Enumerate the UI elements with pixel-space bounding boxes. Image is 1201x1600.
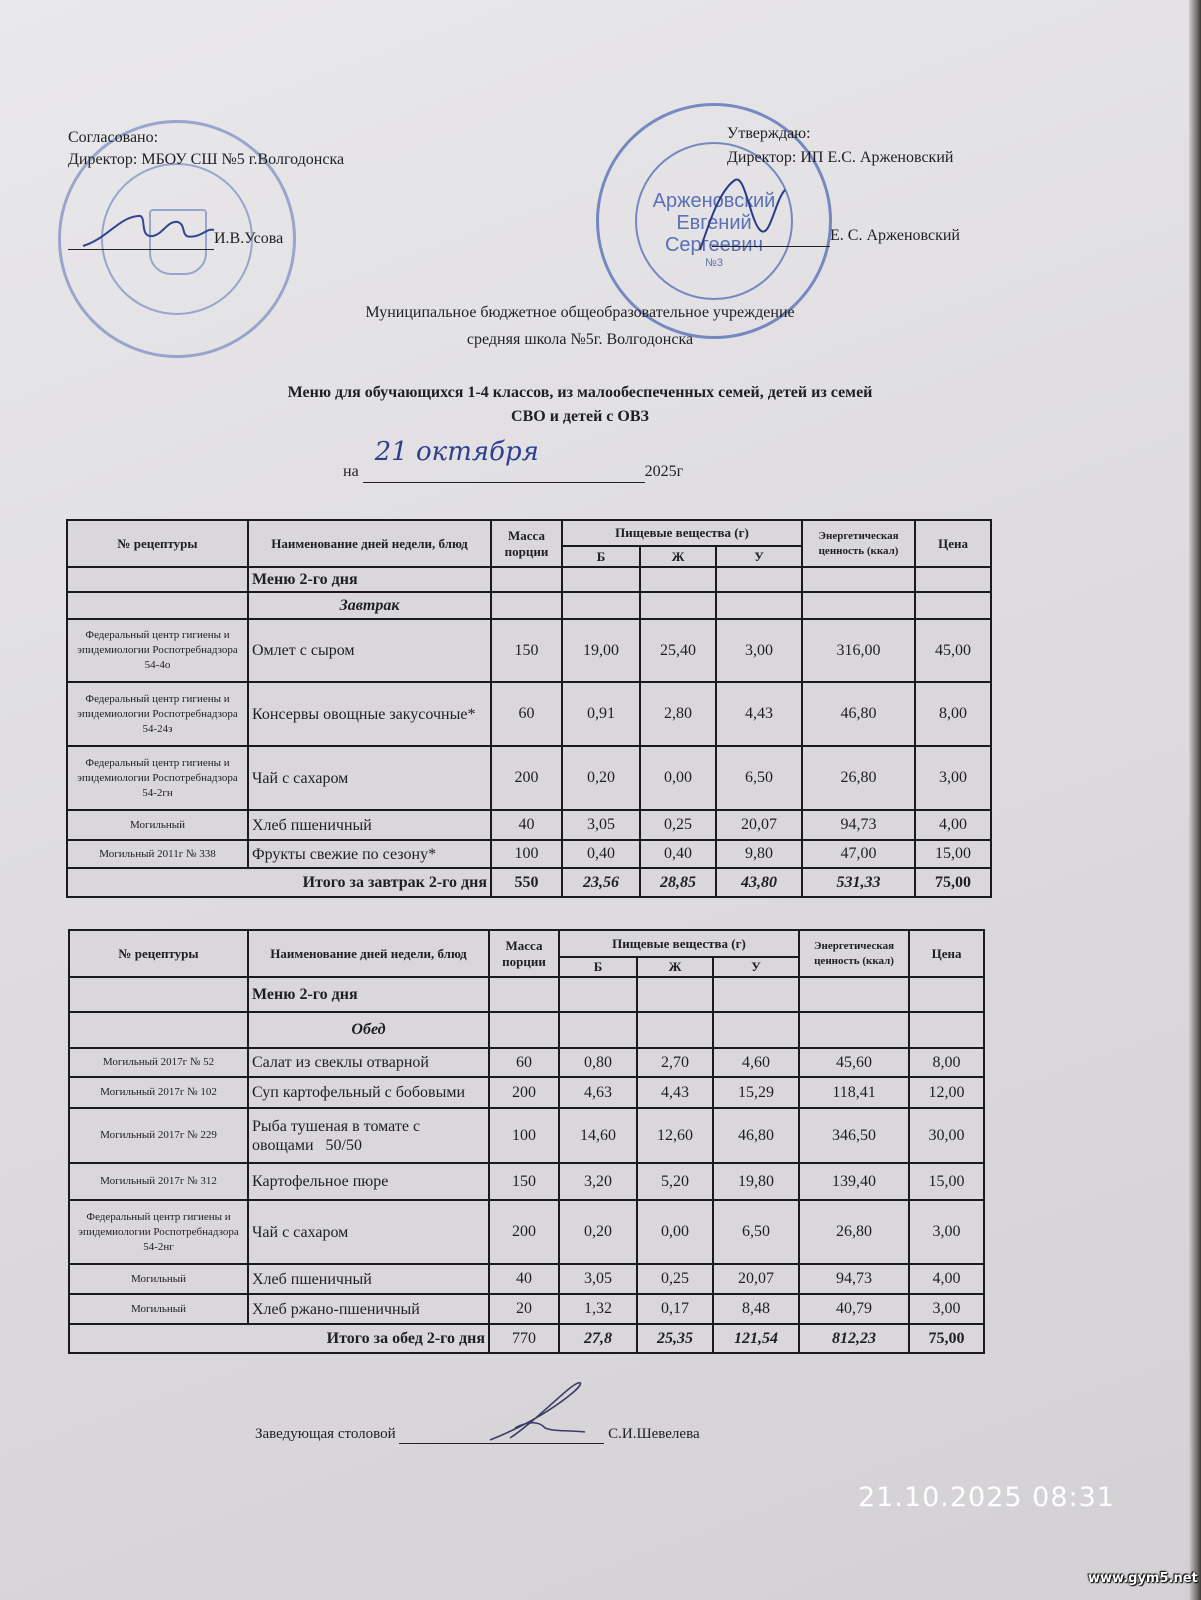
total-carbs: 43,80 xyxy=(716,868,802,897)
site-watermark: www.gym5.net xyxy=(1088,1571,1198,1586)
portion-cell: 100 xyxy=(489,1108,559,1163)
dish-cell: Суп картофельный с бобовыми xyxy=(248,1077,489,1108)
dish-cell: Картофельное пюре xyxy=(248,1163,489,1200)
total-energy: 531,33 xyxy=(802,868,915,897)
footer-name: С.И.Шевелева xyxy=(608,1426,700,1442)
portion-cell: 200 xyxy=(489,1200,559,1264)
table-row xyxy=(67,619,991,682)
price-cell: 3,00 xyxy=(915,746,991,810)
total-portion: 770 xyxy=(489,1324,559,1353)
total-price: 75,00 xyxy=(909,1324,984,1353)
col-header-price: Цена xyxy=(915,520,991,567)
date-handwritten: 21 октября xyxy=(374,437,539,467)
approver-signature xyxy=(690,160,800,260)
fat-cell: 0,40 xyxy=(640,840,716,868)
agreed-name: И.В.Усова xyxy=(214,230,284,247)
energy-cell: 94,73 xyxy=(802,810,915,840)
total-label: Итого за завтрак 2-го дня xyxy=(67,868,491,897)
meal-row xyxy=(67,592,991,619)
energy-cell: 46,80 xyxy=(802,682,915,746)
stamp-line: №3 xyxy=(705,257,723,269)
table-row xyxy=(67,746,991,810)
date-suffix: 2025г xyxy=(644,463,684,480)
fat-cell: 4,43 xyxy=(637,1077,713,1108)
portion-cell: 150 xyxy=(491,619,562,682)
recipe-cell: Могильный xyxy=(67,810,248,840)
portion-cell: 200 xyxy=(491,746,562,810)
canteen-manager-signature xyxy=(485,1380,595,1445)
col-header-portion: Масса порции xyxy=(491,520,562,567)
footer-signature-line xyxy=(255,1426,700,1444)
energy-cell: 139,40 xyxy=(799,1163,909,1200)
total-price: 75,00 xyxy=(915,868,991,897)
carbs-cell: 4,43 xyxy=(716,682,802,746)
col-header-protein: Б xyxy=(562,546,640,567)
recipe-cell: Могильный xyxy=(69,1264,248,1294)
energy-cell: 26,80 xyxy=(799,1200,909,1264)
portion-cell: 40 xyxy=(489,1264,559,1294)
recipe-cell: Федеральный центр гигиены и эпидемиологии Роспотребнадзора 54-4о xyxy=(67,619,248,682)
stamp-line: Арженовский xyxy=(652,190,776,212)
dish-cell: Консервы овощные закусочные* xyxy=(248,682,491,746)
table-row xyxy=(69,1048,984,1077)
director-signature xyxy=(78,208,218,252)
day-label: Меню 2-го дня xyxy=(248,977,489,1012)
energy-cell: 40,79 xyxy=(799,1294,909,1324)
fat-cell: 0,00 xyxy=(637,1200,713,1264)
price-cell: 8,00 xyxy=(909,1048,984,1077)
fat-cell: 25,40 xyxy=(640,619,716,682)
table-row xyxy=(69,1200,984,1264)
recipe-cell: Могильный 2017г № 229 xyxy=(69,1108,248,1163)
portion-cell: 60 xyxy=(489,1048,559,1077)
table-row xyxy=(69,1163,984,1200)
dish-cell: Хлеб ржано-пшеничный xyxy=(248,1294,489,1324)
price-cell: 3,00 xyxy=(909,1200,984,1264)
carbs-cell: 8,48 xyxy=(713,1294,799,1324)
table-row xyxy=(69,1294,984,1324)
protein-cell: 4,63 xyxy=(559,1077,637,1108)
dish-cell: Чай с сахаром xyxy=(248,746,491,810)
recipe-cell: Могильный 2017г № 102 xyxy=(69,1077,248,1108)
energy-cell: 118,41 xyxy=(799,1077,909,1108)
col-header-carbs: У xyxy=(713,957,799,977)
recipe-cell: Могильный xyxy=(69,1294,248,1324)
price-cell: 15,00 xyxy=(915,840,991,868)
price-cell: 30,00 xyxy=(909,1108,984,1163)
energy-cell: 47,00 xyxy=(802,840,915,868)
approve-name: Е. С. Арженовский xyxy=(830,227,960,244)
meal-label: Завтрак xyxy=(248,592,491,619)
col-header-protein: Б xyxy=(559,957,637,977)
total-fat: 28,85 xyxy=(640,868,716,897)
recipe-cell: Федеральный центр гигиены и эпидемиологии Роспотребнадзора 54-24з xyxy=(67,682,248,746)
carbs-cell: 4,60 xyxy=(713,1048,799,1077)
protein-cell: 0,40 xyxy=(562,840,640,868)
col-header-price: Цена xyxy=(909,930,984,977)
protein-cell: 1,32 xyxy=(559,1294,637,1324)
col-header-nutrients: Пищевые вещества (г) xyxy=(559,930,799,957)
carbs-cell: 20,07 xyxy=(716,810,802,840)
menu-title-line1: Меню для обучающихся 1-4 классов, из малообеспеченных семей, детей из семей xyxy=(287,384,873,401)
date-line xyxy=(343,437,684,483)
energy-cell: 346,50 xyxy=(799,1108,909,1163)
carbs-cell: 6,50 xyxy=(716,746,802,810)
fat-cell: 12,60 xyxy=(637,1108,713,1163)
protein-cell: 3,20 xyxy=(559,1163,637,1200)
portion-cell: 40 xyxy=(491,810,562,840)
protein-cell: 0,80 xyxy=(559,1048,637,1077)
meal-label: Обед xyxy=(248,1012,489,1048)
day-row xyxy=(69,977,984,1012)
energy-cell: 26,80 xyxy=(802,746,915,810)
carbs-cell: 19,80 xyxy=(713,1163,799,1200)
agreed-by: Директор: МБОУ СШ №5 г.Волгодонска xyxy=(68,151,345,168)
col-header-portion: Масса порции xyxy=(489,930,559,977)
col-header-energy: Энергетическая ценность (ккал) xyxy=(802,520,915,567)
col-header-dish: Наименование дней недели, блюд xyxy=(248,520,491,567)
portion-cell: 20 xyxy=(489,1294,559,1324)
recipe-cell: Федеральный центр гигиены и эпидемиологии Роспотребнадзора 54-2нг xyxy=(69,1200,248,1264)
total-row xyxy=(67,868,991,897)
total-energy: 812,23 xyxy=(799,1324,909,1353)
price-cell: 8,00 xyxy=(915,682,991,746)
dish-cell: Хлеб пшеничный xyxy=(248,1264,489,1294)
lunch-table xyxy=(68,929,985,1354)
protein-cell: 0,20 xyxy=(562,746,640,810)
col-header-fat: Ж xyxy=(640,546,716,567)
carbs-cell: 20,07 xyxy=(713,1264,799,1294)
dish-cell: Хлеб пшеничный xyxy=(248,810,491,840)
dish-cell: Омлет с сыром xyxy=(248,619,491,682)
fat-cell: 0,25 xyxy=(637,1264,713,1294)
price-cell: 15,00 xyxy=(909,1163,984,1200)
col-header-energy: Энергетическая ценность (ккал) xyxy=(799,930,909,977)
table-row xyxy=(67,810,991,840)
protein-cell: 0,20 xyxy=(559,1200,637,1264)
col-header-recipe: № рецептуры xyxy=(67,520,248,567)
meal-row xyxy=(69,1012,984,1048)
approve-by: Директор: ИП Е.С. Арженовский xyxy=(727,149,954,166)
portion-cell: 60 xyxy=(491,682,562,746)
total-fat: 25,35 xyxy=(637,1324,713,1353)
approve-label: Утверждаю: xyxy=(727,125,811,142)
date-prefix: на xyxy=(343,463,359,480)
price-cell: 3,00 xyxy=(909,1294,984,1324)
carbs-cell: 3,00 xyxy=(716,619,802,682)
footer-role: Заведующая столовой xyxy=(255,1426,396,1442)
recipe-cell: Федеральный центр гигиены и эпидемиологии Роспотребнадзора 54-2гн xyxy=(67,746,248,810)
col-header-nutrients: Пищевые вещества (г) xyxy=(562,520,802,546)
carbs-cell: 15,29 xyxy=(713,1077,799,1108)
total-protein: 23,56 xyxy=(562,868,640,897)
total-portion: 550 xyxy=(491,868,562,897)
dish-cell: Рыба тушеная в томате с овощами 50/50 xyxy=(248,1108,489,1163)
energy-cell: 45,60 xyxy=(799,1048,909,1077)
col-header-recipe: № рецептуры xyxy=(69,930,248,977)
stamp-line: Евгений xyxy=(676,212,752,234)
photo-timestamp: 21.10.2025 08:31 xyxy=(858,1482,1115,1513)
institution-line2: средняя школа №5г. Волгодонска xyxy=(466,331,694,348)
institution-line1: Муниципальное бюджетное общеобразовательное учреждение xyxy=(365,304,795,321)
col-header-fat: Ж xyxy=(637,957,713,977)
stamp-line: Сергеевич xyxy=(664,234,763,256)
agreed-label: Согласовано: xyxy=(68,129,159,146)
col-header-carbs: У xyxy=(716,546,802,567)
day-row xyxy=(67,567,991,592)
day-label: Меню 2-го дня xyxy=(248,567,491,592)
total-protein: 27,8 xyxy=(559,1324,637,1353)
portion-cell: 200 xyxy=(489,1077,559,1108)
recipe-cell: Могильный 2017г № 52 xyxy=(69,1048,248,1077)
fat-cell: 0,00 xyxy=(640,746,716,810)
table-row xyxy=(69,1264,984,1294)
recipe-cell: Могильный 2017г № 312 xyxy=(69,1163,248,1200)
price-cell: 12,00 xyxy=(909,1077,984,1108)
table-row xyxy=(67,840,991,868)
dish-cell: Фрукты свежие по сезону* xyxy=(248,840,491,868)
fat-cell: 0,25 xyxy=(640,810,716,840)
portion-cell: 150 xyxy=(489,1163,559,1200)
carbs-cell: 6,50 xyxy=(713,1200,799,1264)
fat-cell: 2,80 xyxy=(640,682,716,746)
price-cell: 4,00 xyxy=(915,810,991,840)
total-label: Итого за обед 2-го дня xyxy=(69,1324,489,1353)
price-cell: 45,00 xyxy=(915,619,991,682)
protein-cell: 19,00 xyxy=(562,619,640,682)
dish-cell: Чай с сахаром xyxy=(248,1200,489,1264)
table-row xyxy=(67,682,991,746)
table-row xyxy=(69,1108,984,1163)
portion-cell: 100 xyxy=(491,840,562,868)
menu-title-line2: СВО и детей с ОВЗ xyxy=(511,408,649,425)
col-header-dish: Наименование дней недели, блюд xyxy=(248,930,489,977)
table-row xyxy=(69,1077,984,1108)
dish-cell: Салат из свеклы отварной xyxy=(248,1048,489,1077)
protein-cell: 3,05 xyxy=(559,1264,637,1294)
protein-cell: 3,05 xyxy=(562,810,640,840)
photo-edge xyxy=(1189,0,1201,1600)
carbs-cell: 46,80 xyxy=(713,1108,799,1163)
energy-cell: 94,73 xyxy=(799,1264,909,1294)
price-cell: 4,00 xyxy=(909,1264,984,1294)
energy-cell: 316,00 xyxy=(802,619,915,682)
fat-cell: 0,17 xyxy=(637,1294,713,1324)
fat-cell: 2,70 xyxy=(637,1048,713,1077)
protein-cell: 0,91 xyxy=(562,682,640,746)
protein-cell: 14,60 xyxy=(559,1108,637,1163)
total-carbs: 121,54 xyxy=(713,1324,799,1353)
total-row xyxy=(69,1324,984,1353)
carbs-cell: 9,80 xyxy=(716,840,802,868)
fat-cell: 5,20 xyxy=(637,1163,713,1200)
breakfast-table xyxy=(66,519,992,898)
recipe-cell: Могильный 2011г № 338 xyxy=(67,840,248,868)
